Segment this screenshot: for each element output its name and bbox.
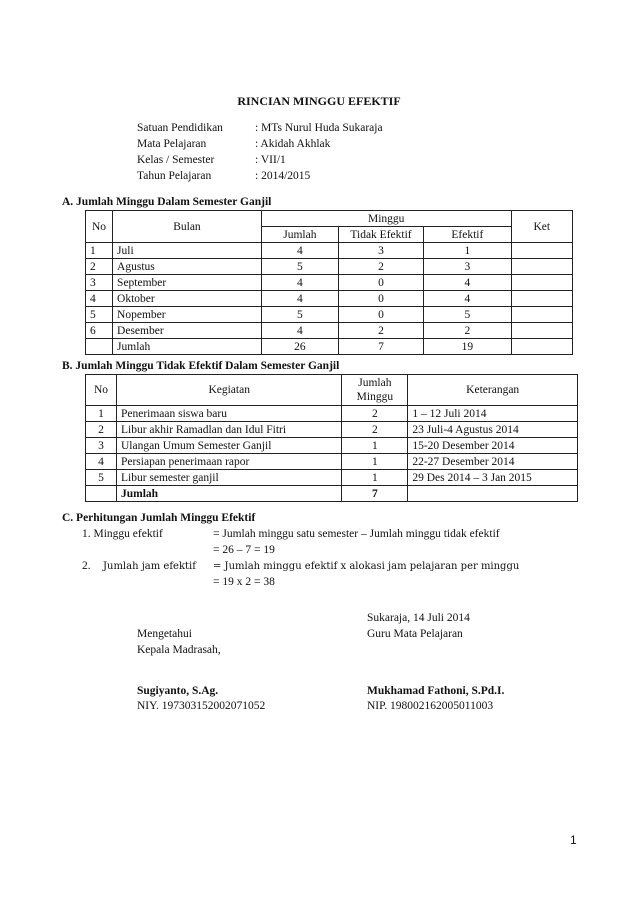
table-row [86,406,578,422]
table-row [86,307,573,323]
cell-jumlah: 1 [342,470,408,486]
item2-result: = 19 x 2 = 38 [213,576,275,588]
cell-jumlah: 4 [261,243,338,259]
cell-bulan: Oktober [113,291,262,307]
cell-jumlah: 5 [261,307,338,323]
cell-tidak-efektif: 3 [338,243,423,259]
cell-no: 1 [86,406,117,422]
table-row [86,438,578,454]
cell-ket [511,243,572,259]
cell-jumlah: 4 [261,275,338,291]
cell-bulan: September [113,275,262,291]
cell-keterangan [408,486,578,502]
header-no: No [86,211,113,243]
cell-jumlah: 2 [342,406,408,422]
cell-kegiatan: Libur semester ganjil [116,470,341,486]
header-minggu: Minggu [261,211,511,227]
info-value: : 2014/2015 [255,170,311,182]
page-title: RINCIAN MINGGU EFEKTIF [237,94,401,108]
cell-ket [511,259,572,275]
table-row [86,470,578,486]
section-b-heading: B. Jumlah Minggu Tidak Efektif Dalam Semester Ganjil [62,360,340,372]
cell-keterangan: 29 Des 2014 – 3 Jan 2015 [408,470,578,486]
cell-keterangan: 22-27 Desember 2014 [408,454,578,470]
cell-no: 5 [86,307,113,323]
cell-efektif: 3 [424,259,511,275]
cell-kegiatan: Ulangan Umum Semester Ganjil [116,438,341,454]
item1-label: 1. Minggu efektif [82,528,163,540]
table-row [86,259,573,275]
cell-tidak-efektif: 2 [338,259,423,275]
total-label: Jumlah [116,486,341,502]
cell-jumlah: 4 [261,291,338,307]
section-a-heading: A. Jumlah Minggu Dalam Semester Ganjil [62,196,272,208]
header-jumlah-minggu-line1: Jumlah [358,377,392,389]
cell-jumlah: 5 [261,259,338,275]
cell-no: 5 [86,470,117,486]
cell-bulan: Nopember [113,307,262,323]
cell-efektif: 1 [424,243,511,259]
right-signer-id: NIP. 198002162005011003 [367,700,494,712]
table-row [86,291,573,307]
weeks-table [85,210,573,355]
cell-no [86,339,113,355]
header-tidak-efektif: Tidak Efektif [338,227,423,243]
info-label: Kelas / Semester [137,154,215,166]
total-tidak-efektif: 7 [338,339,423,355]
cell-keterangan: 23 Juli-4 Agustus 2014 [408,422,578,438]
header-keterangan: Keterangan [408,375,578,406]
cell-ket [511,307,572,323]
item1-formula: = Jumlah minggu satu semester – Jumlah minggu tidak efektif [213,528,500,540]
item2-formula: = Jumlah minggu efektif x alokasi jam pelajaran per minggu [213,561,520,572]
cell-ket [511,339,572,355]
total-jumlah: 26 [261,339,338,355]
cell-no [86,486,117,502]
header-ket: Ket [511,211,572,243]
table-row [86,243,573,259]
cell-ket [511,323,572,339]
cell-efektif: 2 [424,323,511,339]
info-label: Mata Pelajaran [137,138,207,150]
header-bulan: Bulan [113,211,262,243]
left-signer-id: NIY. 197303152002071052 [137,700,266,712]
cell-no: 4 [86,454,117,470]
info-label: Satuan Pendidikan [137,122,223,134]
right-role: Guru Mata Pelajaran [367,628,463,640]
cell-tidak-efektif: 0 [338,275,423,291]
item2-number: 2. [82,560,91,572]
cell-ket [511,291,572,307]
header-jumlah-minggu [342,375,408,406]
cell-keterangan: 15-20 Desember 2014 [408,438,578,454]
cell-ket [511,275,572,291]
cell-efektif: 4 [424,291,511,307]
header-no: No [86,375,117,406]
info-value: : Akidah Akhlak [255,138,331,150]
left-role-1: Mengetahui [137,628,192,640]
cell-tidak-efektif: 0 [338,291,423,307]
item2-label: Jumlah jam efektif [103,561,196,572]
cell-kegiatan: Libur akhir Ramadlan dan Idul Fitri [116,422,341,438]
cell-tidak-efektif: 2 [338,323,423,339]
item1-result: = 26 – 7 = 19 [213,544,275,556]
cell-no: 6 [86,323,113,339]
table-header-row [86,211,573,227]
cell-kegiatan: Penerimaan siswa baru [116,406,341,422]
cell-no: 3 [86,275,113,291]
cell-efektif: 5 [424,307,511,323]
total-jumlah: 7 [342,486,408,502]
cell-efektif: 4 [424,275,511,291]
info-label: Tahun Pelajaran [137,170,212,182]
cell-no: 1 [86,243,113,259]
table-header-row [86,375,578,406]
info-value: : VII/1 [255,154,286,166]
page-number: 1 [570,833,577,847]
left-role-2: Kepala Madrasah, [137,644,221,656]
cell-no: 3 [86,438,117,454]
header-kegiatan: Kegiatan [116,375,341,406]
table-total-row [86,486,578,502]
total-label: Jumlah [113,339,262,355]
table-row [86,422,578,438]
cell-jumlah: 1 [342,438,408,454]
cell-tidak-efektif: 0 [338,307,423,323]
cell-kegiatan: Persiapan penerimaan rapor [116,454,341,470]
header-efektif: Efektif [424,227,511,243]
table-row [86,323,573,339]
non-effective-table [85,374,578,502]
cell-bulan: Juli [113,243,262,259]
place-date: Sukaraja, 14 Juli 2014 [367,612,470,624]
cell-jumlah: 4 [261,323,338,339]
cell-no: 2 [86,259,113,275]
table-row [86,454,578,470]
cell-keterangan: 1 – 12 Juli 2014 [408,406,578,422]
cell-no: 4 [86,291,113,307]
table-row [86,275,573,291]
header-jumlah: Jumlah [261,227,338,243]
right-signer-name: Mukhamad Fathoni, S.Pd.I. [367,685,505,697]
cell-jumlah: 1 [342,454,408,470]
cell-bulan: Desember [113,323,262,339]
total-efektif: 19 [424,339,511,355]
table-total-row [86,339,573,355]
cell-no: 2 [86,422,117,438]
cell-jumlah: 2 [342,422,408,438]
section-c-heading: C. Perhitungan Jumlah Minggu Efektif [62,512,256,524]
info-value: : MTs Nurul Huda Sukaraja [255,122,383,134]
cell-bulan: Agustus [113,259,262,275]
header-jumlah-minggu-line2: Minggu [356,391,394,403]
left-signer-name: Sugiyanto, S.Ag. [137,685,219,697]
